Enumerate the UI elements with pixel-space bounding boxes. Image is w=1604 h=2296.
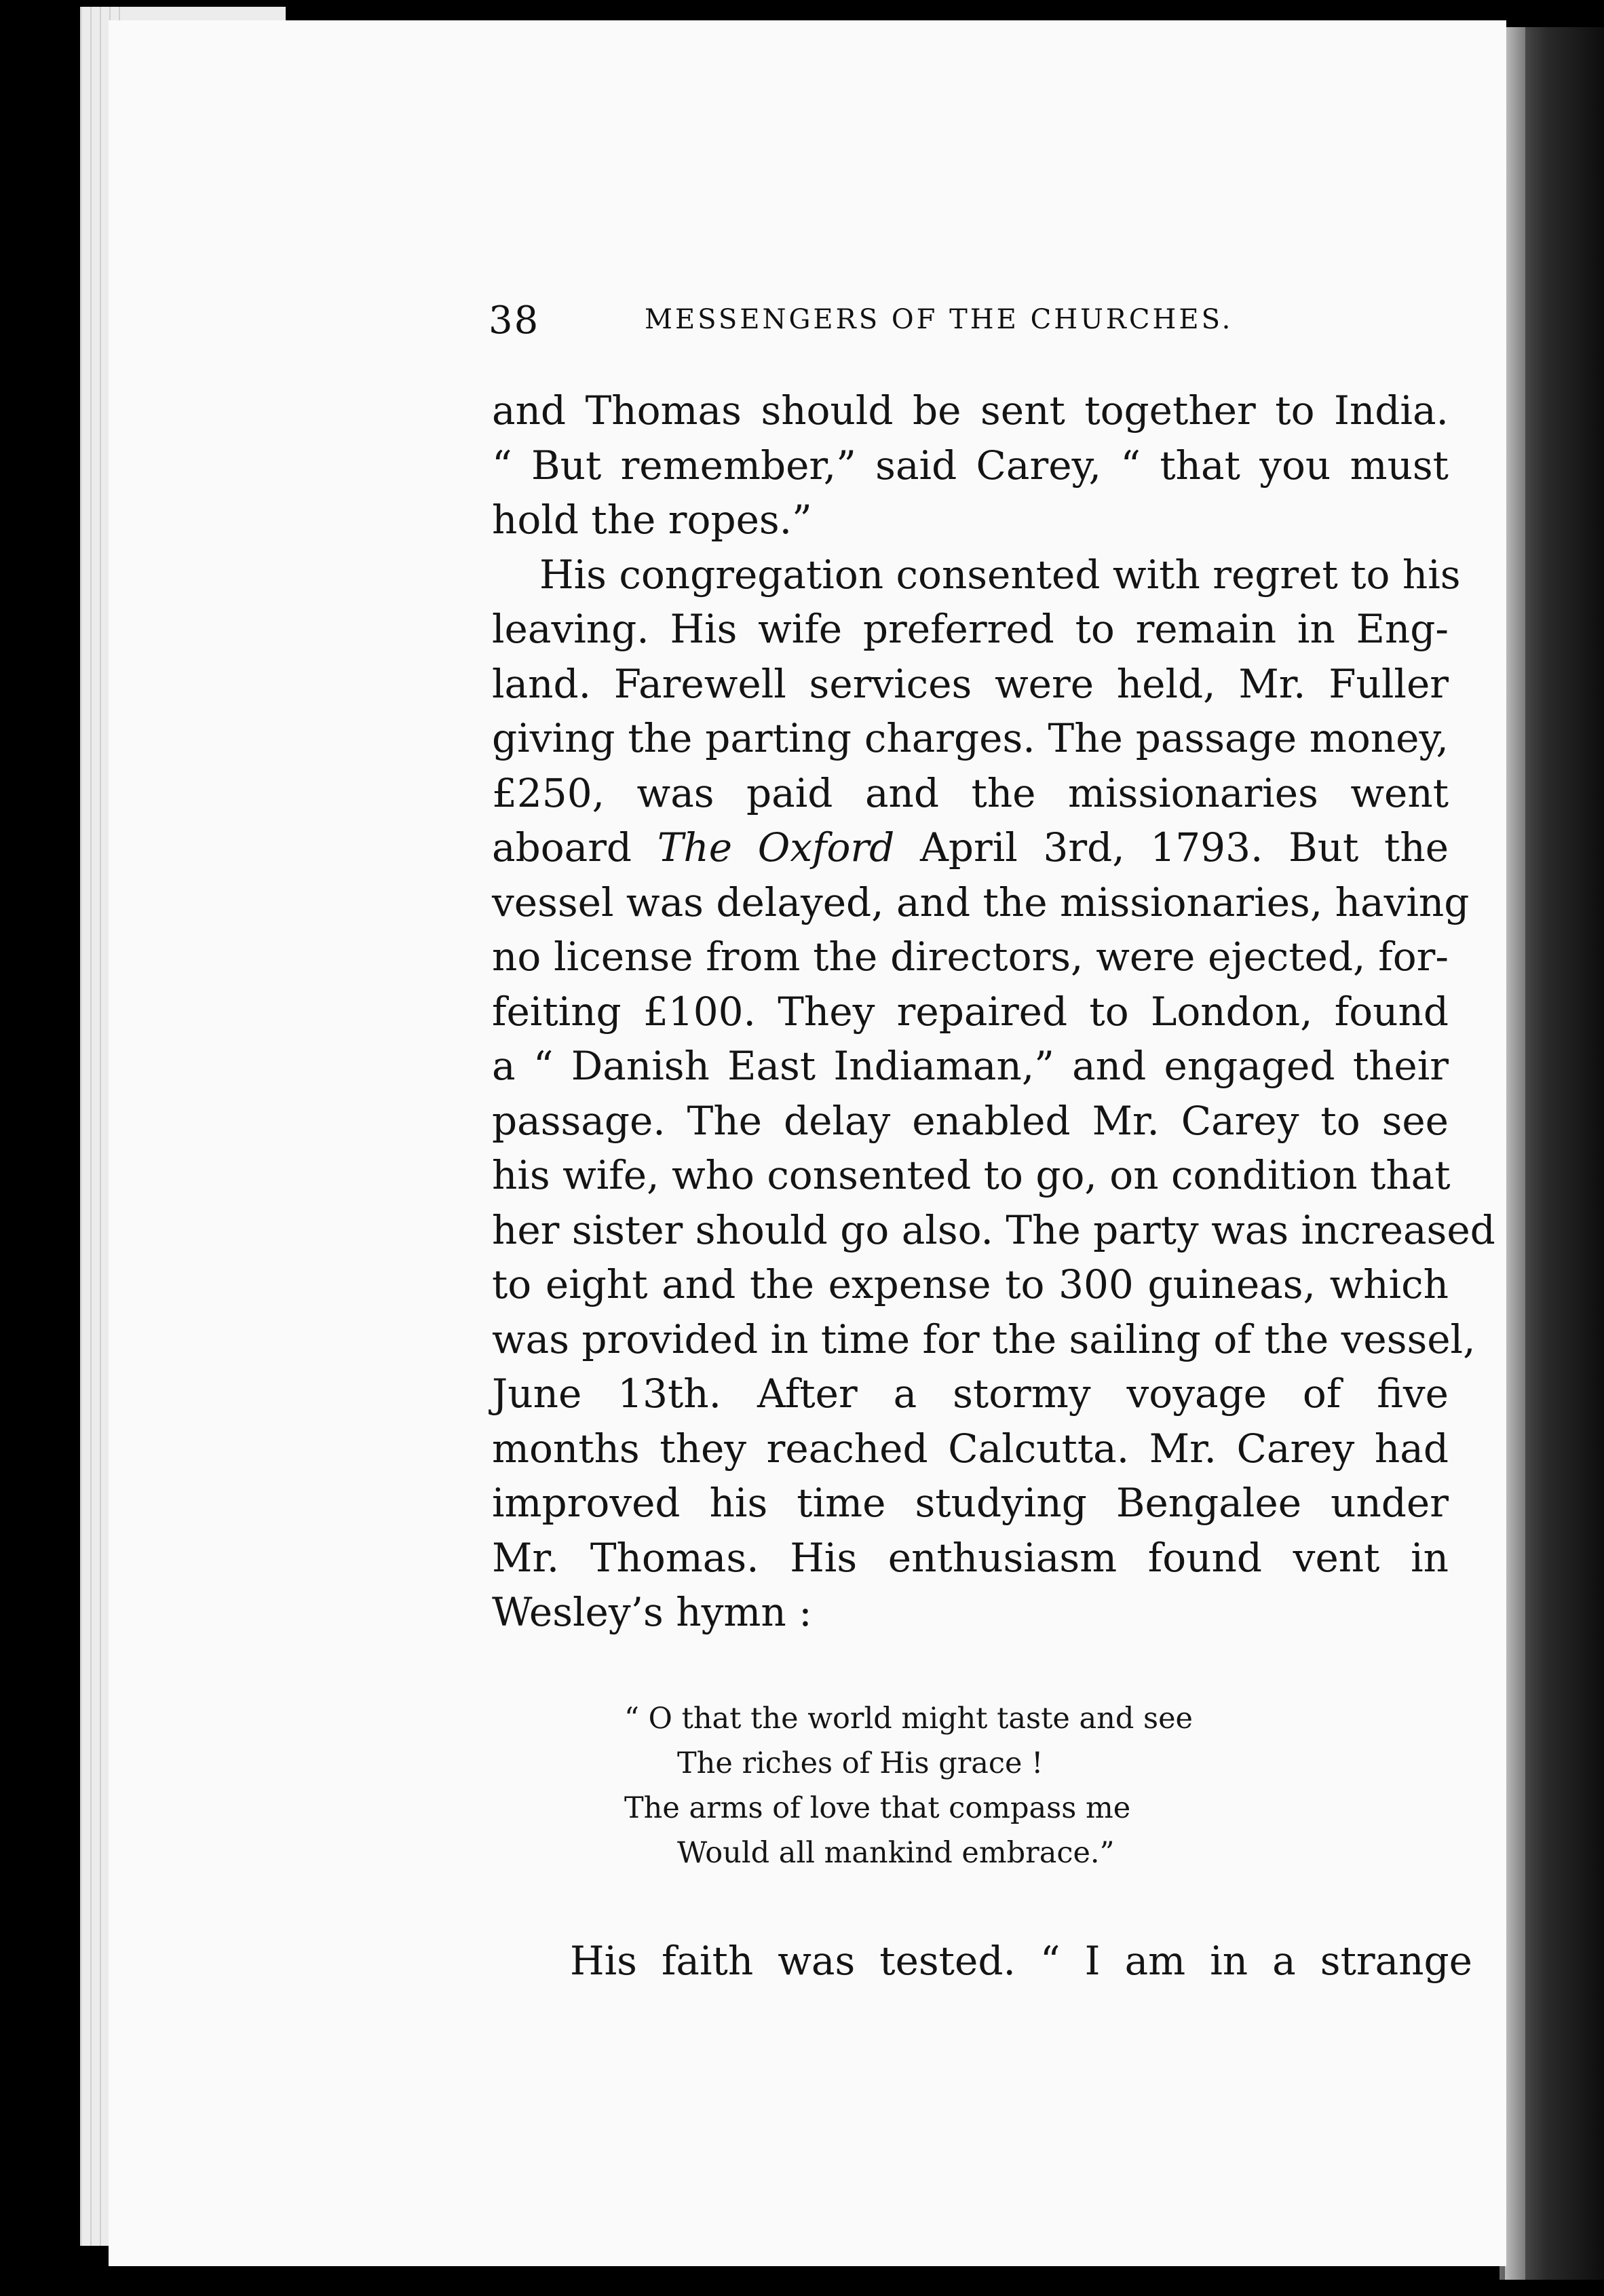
text-line: His congregation consented with regret to his xyxy=(539,551,1461,598)
text-line: vessel was delayed, and the missionaries, having xyxy=(492,879,1470,925)
text-line: improved his time studying Bengalee under xyxy=(492,1480,1449,1526)
text-line: Mr. Thomas. His enthusiasm found vent in xyxy=(492,1534,1449,1581)
text-line: “ But remember,” said Carey, “ that you must xyxy=(492,442,1449,489)
text-line: hold the ropes.” xyxy=(492,497,812,543)
closing-line: His faith was tested. “ I am in a strange xyxy=(570,1938,1472,1984)
verse-line: Would all mankind embrace.” xyxy=(677,1836,1115,1870)
text-line: his wife, who consented to go, on condition that xyxy=(492,1152,1451,1198)
book-spine-highlight xyxy=(1505,27,1525,2280)
text-line: no license from the directors, were ejected, for- xyxy=(492,934,1449,980)
text-line: and Thomas should be sent together to India. xyxy=(492,387,1449,434)
text-line: giving the parting charges. The passage money, xyxy=(492,715,1449,761)
body-text xyxy=(492,383,1495,1640)
text-line: to eight and the expense to 300 guineas, which xyxy=(492,1261,1449,1307)
text-line: feiting £100. They repaired to London, found xyxy=(492,988,1449,1035)
page-header xyxy=(489,299,1337,353)
text-line: was provided in time for the sailing of the vessel, xyxy=(492,1316,1476,1362)
text-line: £250, was paid and the missionaries went xyxy=(492,769,1449,816)
page-edge xyxy=(90,7,92,2246)
text-line: land. Farewell services were held, Mr. Fuller xyxy=(492,660,1449,707)
text-line-with-italic xyxy=(492,820,1449,875)
verse-line: The arms of love that compass me xyxy=(624,1791,1131,1825)
running-head: MESSENGERS OF THE CHURCHES. xyxy=(645,304,1234,335)
text-fragment: April 3rd, 1793. But the xyxy=(919,824,1449,870)
text-line: passage. The delay enabled Mr. Carey to see xyxy=(492,1097,1449,1144)
text-fragment: aboard xyxy=(492,824,632,870)
page-number: 38 xyxy=(489,299,540,343)
verse-line: “ O that the world might taste and see xyxy=(624,1702,1193,1736)
text-line: leaving. His wife preferred to remain in Eng- xyxy=(492,606,1449,652)
verse-line: The riches of His grace ! xyxy=(677,1746,1044,1780)
text-line: a “ Danish East Indiaman,” and engaged their xyxy=(492,1043,1449,1089)
text-line: her sister should go also. The party was increased xyxy=(492,1206,1495,1253)
text-line: months they reached Calcutta. Mr. Carey had xyxy=(492,1425,1449,1472)
page-edge xyxy=(100,7,101,2246)
text-line: Wesley’s hymn : xyxy=(492,1589,812,1635)
text-line: June 13th. After a stormy voyage of five xyxy=(492,1371,1449,1417)
hymn-verse xyxy=(624,1696,1303,1875)
ship-name-italic: The Oxford xyxy=(657,824,895,870)
